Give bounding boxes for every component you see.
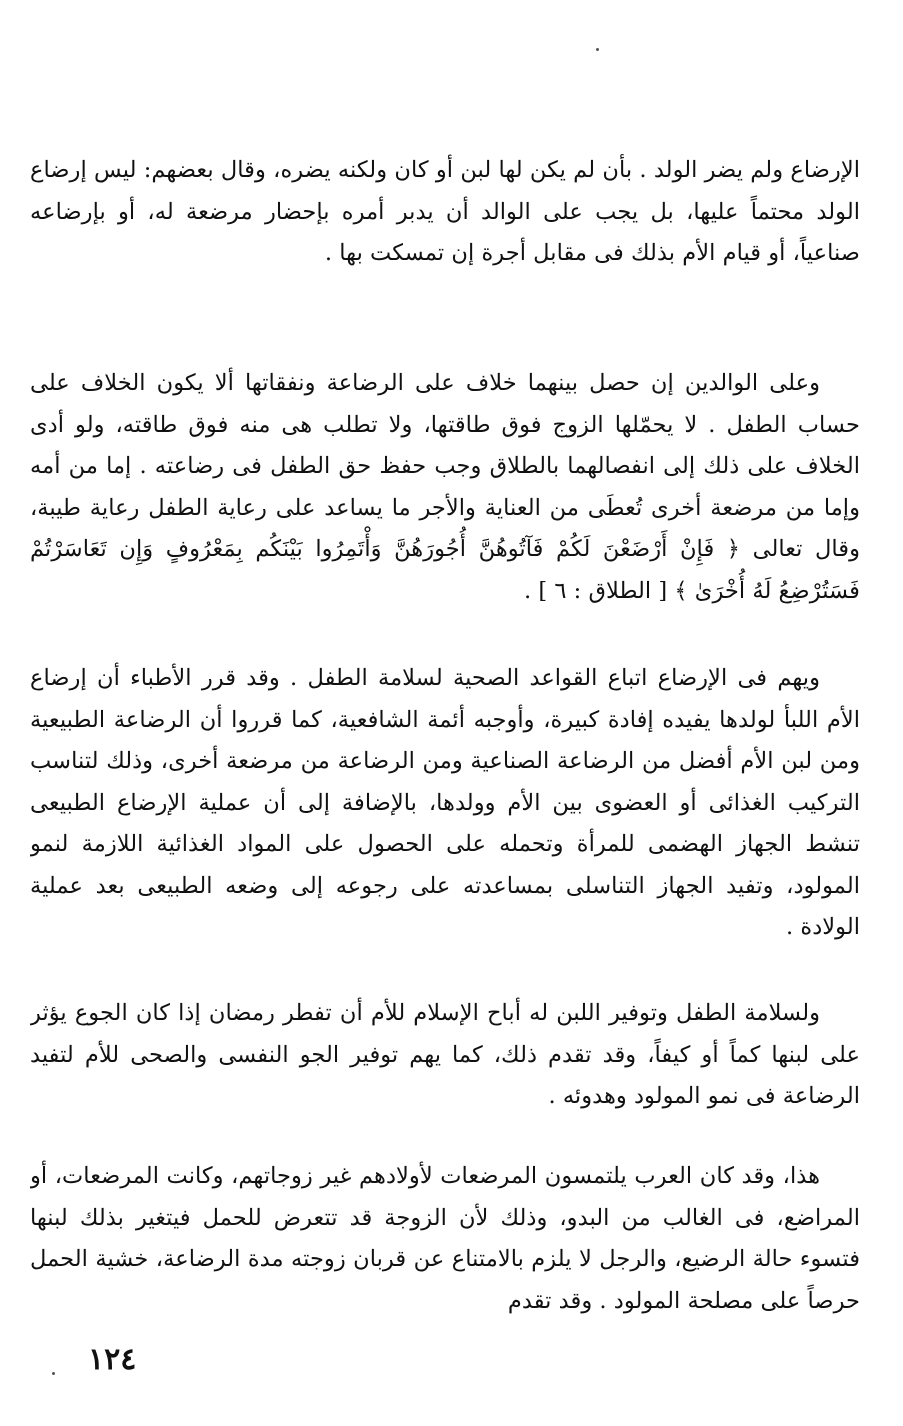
paragraph-1: الإرضاع ولم يضر الولد . بأن لم يكن لها لبن أو كان ولكنه يضره، وقال بعضهم: ليس إرضاع الولد محتماً عليها، بل يجب على الوالد أن يدبر أمره بإحضار مرضعة له، أو بإرضاعه صناعياً، أو قيام الأم بذلك فى مقابل أجرة إن تمسكت بها . bbox=[30, 157, 860, 266]
paragraph-3: ويهم فى الإرضاع اتباع القواعد الصحية لسلامة الطفل . وقد قرر الأطباء أن إرضاع الأم اللبأ لولدها يفيده إفادة كبيرة، وأوجبه أئمة الشافعية، كما قرروا أن الرضاعة الطبيعية ومن لبن الأم أفضل من الرضاعة الصناعية ومن الرضاعة من مرضعة أخرى، وذلك لتناسب التركيب الغذائى أو العضوى بين الأم وولدها، بالإضافة إلى أن عملية الإرضاع الطبيعى تنشط الجهاز الهضمى للمرأة وتحمله على الحصول على المواد الغذائية اللازمة لنمو المولود، وتفيد الجهاز التناسلى بمساعدته على رجوعه إلى وضعه الطبيعى بعد عملية الولادة . bbox=[30, 665, 860, 940]
paragraph-2: وعلى الوالدين إن حصل بينهما خلاف على الرضاعة ونفقاتها ألا يكون الخلاف على حساب الطفل . لا يحمّلها الزوج فوق طاقتها، ولا تطلب هى منه فوق طاقته، ولو أدى الخلاف على ذلك إلى انفصالهما بالطلاق وجب حفظ حق الطفل فى رضاعته . إما من أمه وإما من مرضعة أخرى تُعطَى من العناية والأجر ما يساعد على رعاية الطفل رعاية طيبة، وقال تعالى ﴿ فَإِنْ أَرْضَعْنَ لَكُمْ فَآتُوهُنَّ أُجُورَهُنَّ وَأْتَمِرُوا بَيْنَكُم بِمَعْرُوفٍ وَإِن تَعَاسَرْتُمْ فَسَتُرْضِعُ لَهُ أُخْرَىٰ ﴾ [ الطلاق : ٦ ] . bbox=[30, 370, 860, 604]
page-body bbox=[30, 150, 860, 1350]
scan-speck bbox=[52, 1372, 55, 1375]
page-number: ١٢٤ bbox=[88, 1342, 137, 1377]
scan-speck bbox=[596, 48, 599, 51]
paragraph-4: ولسلامة الطفل وتوفير اللبن له أباح الإسلام للأم أن تفطر رمضان إذا كان الجوع يؤثر على لبنها كماً أو كيفاً، وقد تقدم ذلك، كما يهم توفير الجو النفسى والصحى للأم لتفيد الرضاعة فى نمو المولود وهدوئه . bbox=[30, 1000, 860, 1109]
paragraph-5: هذا، وقد كان العرب يلتمسون المرضعات لأولادهم غير زوجاتهم، وكانت المرضعات، أو المراضع، فى الغالب من البدو، وذلك لأن الزوجة قد تتعرض للحمل فيتغير بذلك لبنها فتسوء حالة الرضيع، والرجل لا يلزم بالامتناع عن قربان زوجته مدة الرضاعة، خشية الحمل حرصاً على مصلحة المولود . وقد تقدم bbox=[30, 1163, 860, 1314]
